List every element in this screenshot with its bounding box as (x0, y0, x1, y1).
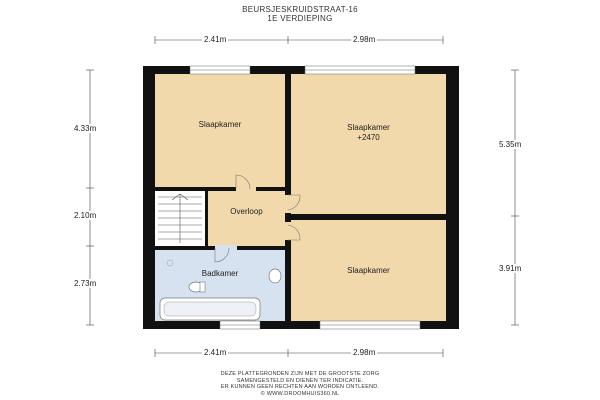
interior-wall-right (291, 214, 446, 220)
bedroom-right-top-area (291, 74, 446, 214)
room-label-bedroom-left: Slaapkamer (198, 120, 242, 129)
interior-wall-landing-top (155, 187, 285, 191)
footer-line-3: ER KUNNEN GEEN RECHTEN AAN WORDEN ONTLEEND. (220, 384, 380, 391)
dim-top-left: 2.41m (204, 35, 227, 44)
dim-top-right: 2.98m (353, 35, 376, 44)
address-title: BEURSJESKRUIDSTRAAT-16 (242, 5, 358, 14)
dim-bottom-right: 2.98m (353, 348, 376, 357)
dim-right-top: 5.35m (499, 140, 522, 149)
footer-line-1: DEZE PLATTEGRONDEN ZIJN MET DE GROOTSTE ZORG (220, 371, 380, 377)
disclaimer-footer (0, 371, 600, 397)
floor-title: 1E VERDIEPING (267, 14, 333, 23)
bedroom-left-area (155, 74, 285, 189)
footer-line-2: SAMENGESTELD EN DIENEN TER INDICATIE. (236, 377, 364, 384)
dim-left-bottom: 2.73m (74, 279, 97, 288)
room-label-bathroom: Badkamer (201, 269, 239, 278)
dim-right-bottom: 3.91m (499, 264, 522, 273)
landing-floor (208, 191, 285, 246)
room-label-bedroom-right-top: Slaapkamer (347, 123, 390, 132)
footer-line-4: © WWW.DROOMHUIS360.NL (260, 390, 340, 397)
dim-left-top: 4.33m (74, 124, 97, 133)
room-label-bedroom-right-top-height: +2470 (357, 133, 380, 142)
dim-left-mid: 2.10m (74, 211, 97, 220)
room-label-landing: Overloop (230, 207, 263, 216)
stair-wall (205, 191, 208, 246)
room-label-bedroom-right-bottom: Slaapkamer (347, 266, 390, 275)
dim-bottom-left: 2.41m (204, 348, 227, 357)
